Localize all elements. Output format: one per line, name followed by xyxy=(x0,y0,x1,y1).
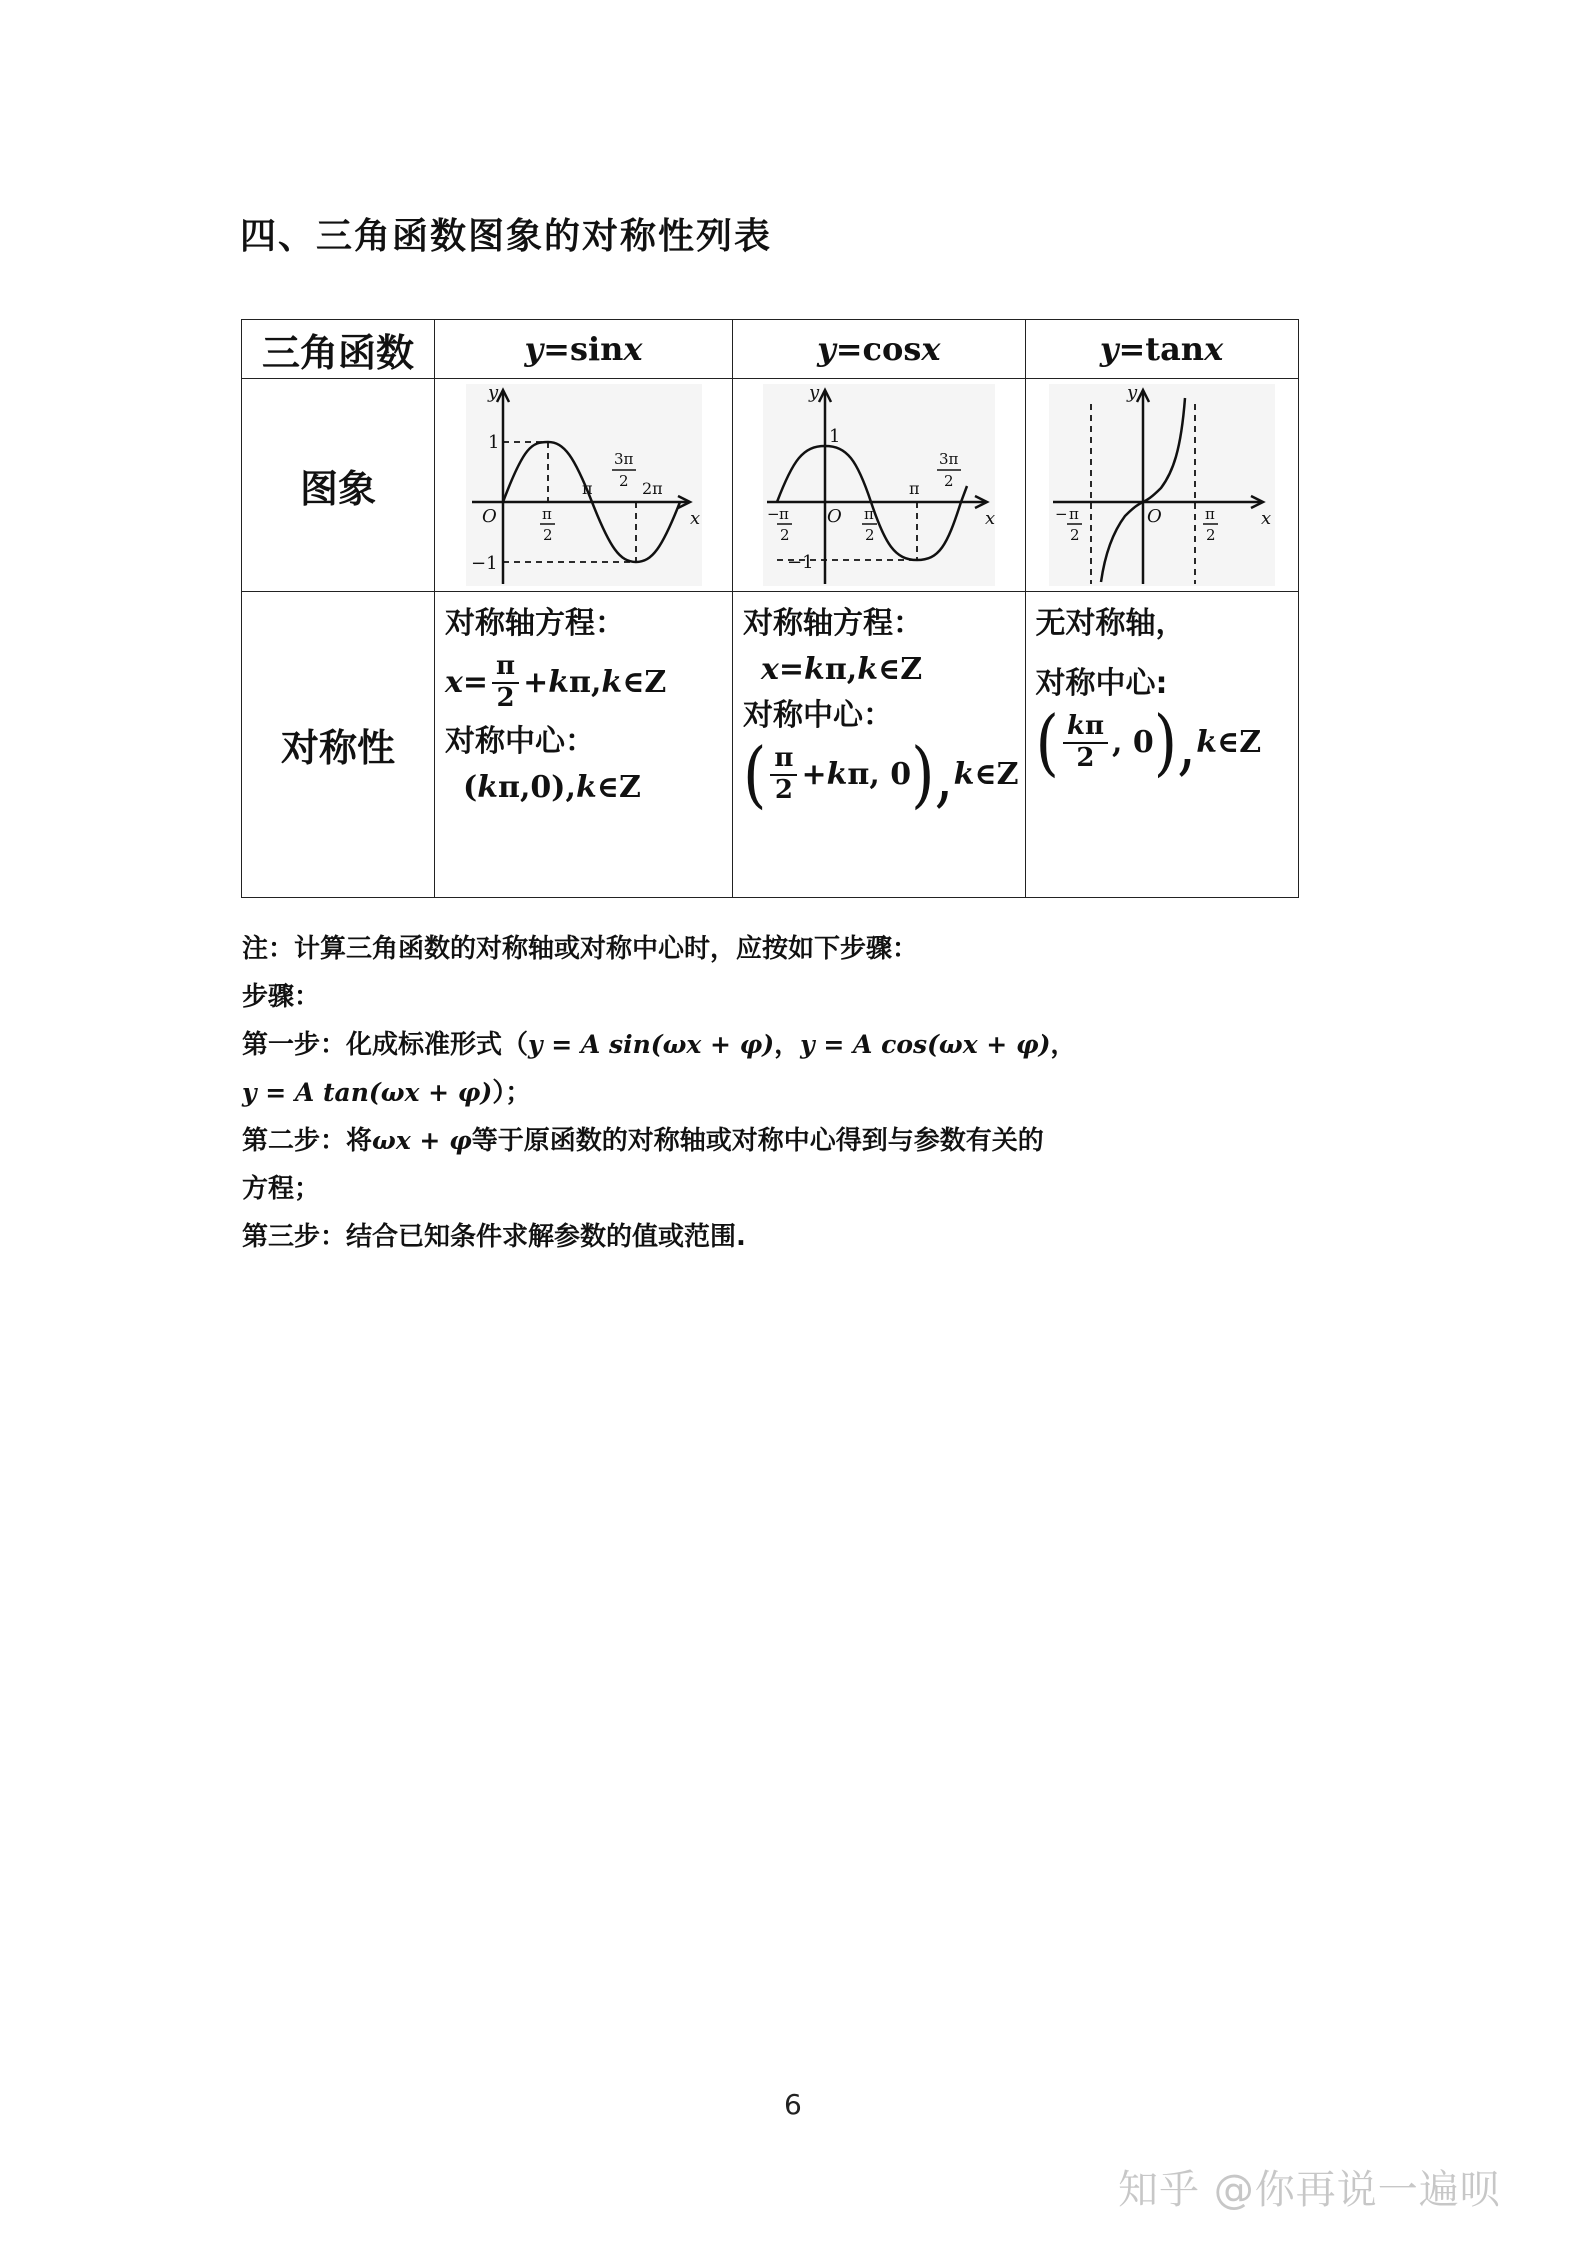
cos-half-pi-num: π xyxy=(863,505,874,523)
sin-graph-cell xyxy=(435,379,733,592)
symmetry-row-label: 对称性 xyxy=(242,592,435,898)
watermark: 知乎 @你再说一遍呗 xyxy=(1118,2167,1501,2213)
sin-x-label: x xyxy=(689,508,700,529)
table-symmetry-row xyxy=(242,592,1299,898)
step2-line2: 方程； xyxy=(242,1174,321,1204)
cos-graph-cell xyxy=(733,379,1026,592)
page-number: 6 xyxy=(784,2088,802,2121)
cos-center-formula: ( $\frac{\pi}{2}$ + k π, 0 ), k ∈Z xyxy=(743,732,1019,817)
step1-line2: y = A tan(ωx + φ)）； xyxy=(242,1078,532,1108)
sin-neg-one-label: −1 xyxy=(470,553,498,574)
tan-neg-half-pi-sign: − xyxy=(1054,505,1068,523)
tan-x-label: x xyxy=(1260,508,1271,529)
header-cell-sin xyxy=(435,320,733,379)
cos-axis-title: 对称轴方程： xyxy=(743,606,923,641)
sin-half-pi-num: π xyxy=(541,505,552,523)
tan-graph xyxy=(1049,384,1275,586)
cos-axis-formula: x = k π, k ∈Z xyxy=(761,652,923,687)
section-heading: 四、三角函数图象的对称性列表 xyxy=(240,216,773,257)
step3-line: 第三步：结合已知条件求解参数的值或范围. xyxy=(242,1222,746,1252)
step1-line: 第一步：化成标准形式（y = A sin(ωx + φ)，y = A cos(ωx + φ)， xyxy=(242,1030,1077,1060)
cos-x-label: x xyxy=(984,508,995,529)
tan-title: y=tanx xyxy=(1099,330,1224,368)
tan-origin-label: O xyxy=(1146,506,1162,527)
sin-graph xyxy=(466,384,702,586)
table-header-row xyxy=(242,320,1299,379)
sin-three-pi-den: 2 xyxy=(618,472,629,490)
cos-neg-one-label: −1 xyxy=(786,552,814,573)
cos-half-pi-den: 2 xyxy=(864,526,875,544)
tan-neg-half-pi-den: 2 xyxy=(1069,526,1080,544)
steps-label: 步骤： xyxy=(242,982,321,1012)
sin-axis-formula: x = $\frac{\pi}{2}$ + k π, k ∈Z xyxy=(445,651,667,713)
graph-row-label: 图象 xyxy=(242,379,435,592)
notes-section xyxy=(242,925,1342,1261)
cos-neg-half-pi-den: 2 xyxy=(779,526,790,544)
sin-pi-label: π xyxy=(581,479,593,498)
tan-graph-cell xyxy=(1025,379,1298,592)
cos-one-label: 1 xyxy=(828,426,841,447)
tan-neg-half-pi-num: π xyxy=(1068,505,1079,523)
header-cell-cos xyxy=(733,320,1026,379)
tan-half-pi-num: π xyxy=(1204,505,1215,523)
sin-two-pi-label: 2π xyxy=(641,479,663,498)
header-cell-label xyxy=(242,320,435,379)
tan-y-label: y xyxy=(1126,384,1137,403)
step2-line: 第二步：将ωx + φ等于原函数的对称轴或对称中心得到与参数有关的 xyxy=(242,1126,1044,1156)
sin-symmetry-cell xyxy=(435,592,733,898)
sin-half-pi-den: 2 xyxy=(542,526,553,544)
cos-neg-half-pi-num: π xyxy=(778,505,789,523)
sin-one-label: 1 xyxy=(487,432,499,453)
cos-center-title: 对称中心： xyxy=(743,698,893,733)
header-cell-tan xyxy=(1025,320,1298,379)
sin-y-label: y xyxy=(487,384,498,403)
tan-center-formula: ( $\frac{k\pi}{2}$ , 0 ), k ∈Z xyxy=(1035,700,1262,785)
cos-title: y=cosx xyxy=(817,330,941,368)
tan-symmetry-cell xyxy=(1025,592,1298,898)
sin-axis-title: 对称轴方程： xyxy=(445,606,625,641)
sin-center-formula: ( k π ,0), k ∈Z xyxy=(463,769,641,805)
cos-symmetry-cell xyxy=(733,592,1026,898)
cos-y-label: y xyxy=(808,384,819,403)
header-label: 三角函数 xyxy=(261,330,414,375)
cos-graph xyxy=(763,384,995,586)
tan-half-pi-den: 2 xyxy=(1205,526,1216,544)
cos-three-pi-num: 3π xyxy=(938,450,959,468)
cos-origin-label: O xyxy=(826,506,842,527)
sin-origin-label: O xyxy=(481,506,497,527)
sin-title: y=sinx xyxy=(524,330,643,368)
tan-center-title: 对称中心: xyxy=(1035,666,1168,701)
symmetry-table xyxy=(241,319,1299,898)
cos-pi-label: π xyxy=(908,479,920,498)
cos-three-pi-den: 2 xyxy=(943,472,954,490)
sin-center-title: 对称中心： xyxy=(445,723,595,759)
tan-no-axis: 无对称轴， xyxy=(1035,606,1186,641)
sin-three-pi-num: 3π xyxy=(613,450,633,468)
table-graph-row xyxy=(242,379,1299,592)
cos-neg-half-pi-sign: − xyxy=(766,505,780,523)
note-line: 注：计算三角函数的对称轴或对称中心时，应按如下步骤： xyxy=(242,934,919,964)
